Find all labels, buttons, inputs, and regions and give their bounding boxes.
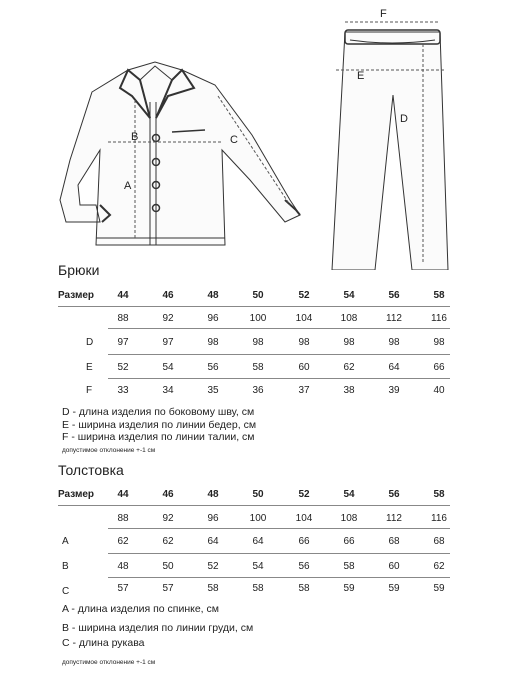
top-row-label-a: A — [62, 536, 69, 547]
top-cell: 58 — [207, 583, 219, 594]
top-cell: 62 — [162, 536, 174, 547]
top-size-44: 44 — [117, 489, 129, 500]
pants-cell: 33 — [117, 385, 129, 396]
top-size-label: Размер — [58, 489, 95, 500]
pants-size-label: Размер — [58, 290, 95, 301]
pants-size-58: 58 — [433, 290, 445, 301]
pants-cell: 98 — [252, 337, 264, 348]
top-cell: 58 — [343, 561, 355, 572]
pants-cell: 56 — [207, 362, 219, 373]
pants-row-label-f: F — [86, 385, 93, 396]
top-cell: 66 — [298, 536, 310, 547]
pants-cell: 98 — [343, 337, 355, 348]
top-cell: 62 — [117, 536, 129, 547]
pants-cell: 36 — [252, 385, 264, 396]
label-b: B — [131, 131, 139, 143]
pants-subrow-cell: 100 — [249, 313, 267, 324]
pants-cell: 37 — [298, 385, 310, 396]
pants-legend-e: E - ширина изделия по линии бедер, см — [62, 419, 257, 431]
top-row-rule — [108, 528, 450, 529]
label-a: A — [124, 180, 132, 192]
top-size-54: 54 — [343, 489, 355, 500]
pants-subrow-cell: 116 — [431, 313, 447, 324]
top-legend-c: C - длина рукава — [62, 637, 145, 649]
pants-subrow-cell: 108 — [340, 313, 358, 324]
pants-cell: 35 — [207, 385, 219, 396]
top-size-56: 56 — [388, 489, 400, 500]
garment-diagrams — [0, 0, 512, 270]
top-cell: 68 — [388, 536, 400, 547]
top-subrow-cell: 104 — [295, 513, 313, 524]
top-subrow-cell: 100 — [249, 513, 267, 524]
top-cell: 59 — [343, 583, 355, 594]
top-legend-a: A - длина изделия по спинке, см — [62, 603, 219, 615]
label-f: F — [380, 8, 387, 20]
pants-row-label-d: D — [86, 337, 94, 348]
top-cell: 59 — [433, 583, 445, 594]
top-cell: 64 — [252, 536, 264, 547]
pants-cell: 98 — [207, 337, 219, 348]
top-subrow-cell: 116 — [431, 513, 447, 524]
pants-subrow-cell: 88 — [117, 313, 129, 324]
top-row-label-c: C — [62, 586, 70, 597]
pants-title: Брюки — [58, 262, 100, 278]
top-subrow-cell: 96 — [207, 513, 219, 524]
label-d: D — [400, 113, 408, 125]
label-c: C — [230, 134, 238, 146]
top-cell: 58 — [252, 583, 264, 594]
top-cell: 50 — [162, 561, 174, 572]
pants-size-52: 52 — [298, 290, 310, 301]
pants-legend-d: D - длина изделия по боковому шву, см — [62, 406, 255, 418]
pants-row-rule — [108, 354, 450, 355]
pants-cell: 39 — [388, 385, 400, 396]
top-subrow-cell: 88 — [117, 513, 129, 524]
pants-cell: 97 — [162, 337, 174, 348]
top-legend-b: B - ширина изделия по линии груди, см — [62, 622, 254, 634]
pants-cell: 98 — [433, 337, 445, 348]
top-cell: 59 — [388, 583, 400, 594]
top-cell: 58 — [298, 583, 310, 594]
pants-cell: 98 — [388, 337, 400, 348]
pants-cell: 64 — [388, 362, 400, 373]
top-cell: 52 — [207, 561, 219, 572]
pants-size-54: 54 — [343, 290, 355, 301]
top-cell: 62 — [433, 561, 445, 572]
pants-header-rule — [58, 306, 450, 307]
pants-row-rule — [108, 328, 450, 329]
top-cell: 57 — [117, 583, 129, 594]
jacket-drawing — [60, 62, 300, 245]
top-cell: 68 — [433, 536, 445, 547]
pants-cell: 34 — [162, 385, 174, 396]
pants-size-56: 56 — [388, 290, 400, 301]
pants-drawing — [332, 30, 448, 270]
pants-subrow-cell: 112 — [386, 313, 402, 324]
top-cell: 54 — [252, 561, 264, 572]
top-title: Толстовка — [58, 462, 124, 478]
label-e: E — [357, 70, 365, 82]
top-tolerance-note: допустимое отклонение +-1 см — [62, 659, 156, 666]
pants-cell: 40 — [433, 385, 445, 396]
top-cell: 64 — [207, 536, 219, 547]
top-row-rule — [108, 553, 450, 554]
pants-cell: 58 — [252, 362, 264, 373]
pants-legend-f: F - ширина изделия по линии талии, см — [62, 431, 255, 443]
pants-tolerance-note: допустимое отклонение +-1 см — [62, 447, 156, 454]
pants-cell: 60 — [298, 362, 310, 373]
top-size-50: 50 — [252, 489, 264, 500]
top-cell: 57 — [162, 583, 174, 594]
top-row-label-b: B — [62, 561, 69, 572]
pants-subrow-cell: 104 — [295, 313, 313, 324]
top-subrow-cell: 108 — [340, 513, 358, 524]
pants-cell: 62 — [343, 362, 355, 373]
top-size-48: 48 — [207, 489, 219, 500]
top-size-46: 46 — [162, 489, 174, 500]
top-cell: 60 — [388, 561, 400, 572]
pants-cell: 98 — [298, 337, 310, 348]
top-subrow-cell: 112 — [386, 513, 402, 524]
pants-cell: 54 — [162, 362, 174, 373]
pants-size-48: 48 — [207, 290, 219, 301]
top-cell: 66 — [343, 536, 355, 547]
pants-row-label-e: E — [86, 362, 93, 373]
pants-cell: 38 — [343, 385, 355, 396]
top-row-rule — [108, 577, 450, 578]
pants-cell: 97 — [117, 337, 129, 348]
pants-size-44: 44 — [117, 290, 129, 301]
top-subrow-cell: 92 — [162, 513, 174, 524]
top-cell: 48 — [117, 561, 129, 572]
top-size-52: 52 — [298, 489, 310, 500]
pants-row-rule — [108, 378, 450, 379]
pants-cell: 66 — [433, 362, 445, 373]
top-cell: 56 — [298, 561, 310, 572]
pants-cell: 52 — [117, 362, 129, 373]
pants-size-46: 46 — [162, 290, 174, 301]
pants-size-50: 50 — [252, 290, 264, 301]
top-size-58: 58 — [433, 489, 445, 500]
pants-subrow-cell: 92 — [162, 313, 174, 324]
pants-subrow-cell: 96 — [207, 313, 219, 324]
top-header-rule — [58, 505, 450, 506]
